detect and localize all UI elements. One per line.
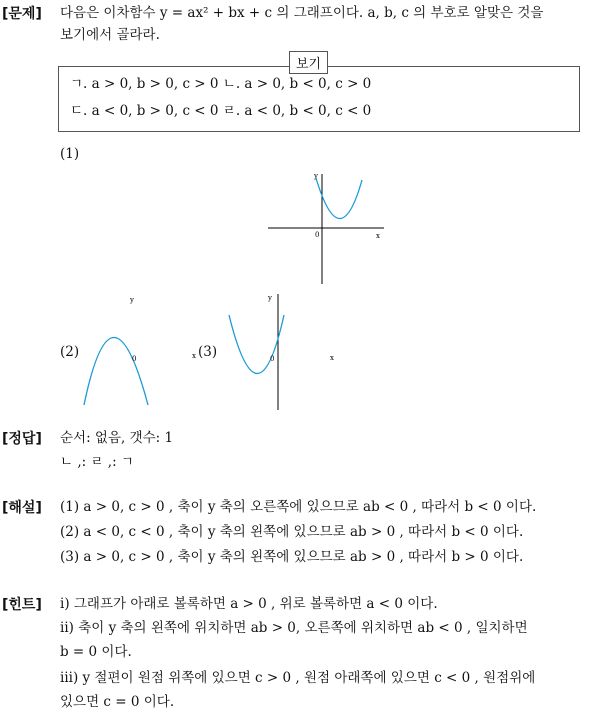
explanation-line-2: (2) a < 0, c < 0 , 축이 y 축의 왼쪽에 있으므로 ab > 0 , 따라서 b < 0 이다. xyxy=(60,524,524,540)
explanation-line-1: (1) a > 0, c > 0 , 축이 y 축의 오른쪽에 있으므로 ab < 0 , 따라서 b < 0 이다. xyxy=(60,499,537,515)
graph-1 xyxy=(262,168,392,288)
hint-line-2: ⅱ) 축이 y 축의 왼쪽에 위치하면 ab > 0, 오른쪽에 위치하면 ab < 0 , 일치하면 xyxy=(60,620,528,636)
graph-3-x-label: x xyxy=(330,354,334,362)
hint-line-5: 있으면 c = 0 이다. xyxy=(60,694,175,710)
options-box-title: 보기 xyxy=(289,51,328,74)
graph-1-origin: 0 xyxy=(315,231,320,239)
graph-1-y-label: y xyxy=(314,172,318,180)
graph-1-x-label: x xyxy=(376,232,380,240)
explanation-line-3: (3) a > 0, c > 0 , 축이 y 축의 왼쪽에 있으므로 ab > 0 , 따라서 b > 0 이다. xyxy=(60,549,524,565)
graph-2-label: (2) xyxy=(60,344,80,360)
hint-tag: [힌트] xyxy=(2,597,42,613)
options-row-2: ㄷ. a < 0, b > 0, c < 0 ㄹ. a < 0, b < 0, c < 0 xyxy=(70,103,372,119)
graph-3 xyxy=(220,290,350,415)
problem-line-2: 보기에서 골라라. xyxy=(60,27,160,43)
answer-line-2: ㄴ ,: ㄹ ,: ㄱ xyxy=(60,454,134,470)
problem-tag: [문제] xyxy=(2,6,42,22)
answer-line-1: 순서: 없음, 갯수: 1 xyxy=(60,430,174,446)
graph-2-x-label: x xyxy=(192,352,196,360)
options-row-1: ㄱ. a > 0, b > 0, c > 0 ㄴ. a > 0, b < 0, c > 0 xyxy=(70,76,372,92)
answer-tag: [정답] xyxy=(2,431,42,447)
explanation-tag: [해설] xyxy=(2,500,42,516)
graph-2-origin: 0 xyxy=(132,355,137,363)
hint-line-4: ⅲ) y 절편이 원점 위쪽에 있으면 c > 0 , 원점 아래쪽에 있으면 c < 0 , 원점위에 xyxy=(60,670,536,686)
hint-line-3: b = 0 이다. xyxy=(60,644,132,660)
graph-3-label: (3) xyxy=(198,344,218,360)
graph-3-y-label: y xyxy=(268,294,272,302)
graph-2-y-label: y xyxy=(130,296,134,304)
graph-2-curve xyxy=(84,338,148,406)
problem-line-1: 다음은 이차함수 y = ax² + bx + c 의 그래프이다. a, b, c 의 부호로 알맞은 것을 xyxy=(60,5,544,21)
graph-1-label: (1) xyxy=(60,146,80,162)
hint-line-1: ⅰ) 그래프가 아래로 볼록하면 a > 0 , 위로 볼록하면 a < 0 이다. xyxy=(60,596,438,612)
graph-2 xyxy=(80,290,210,410)
graph-1-curve xyxy=(316,178,362,219)
graph-3-origin: 0 xyxy=(270,355,275,363)
graph-3-curve xyxy=(229,315,284,374)
